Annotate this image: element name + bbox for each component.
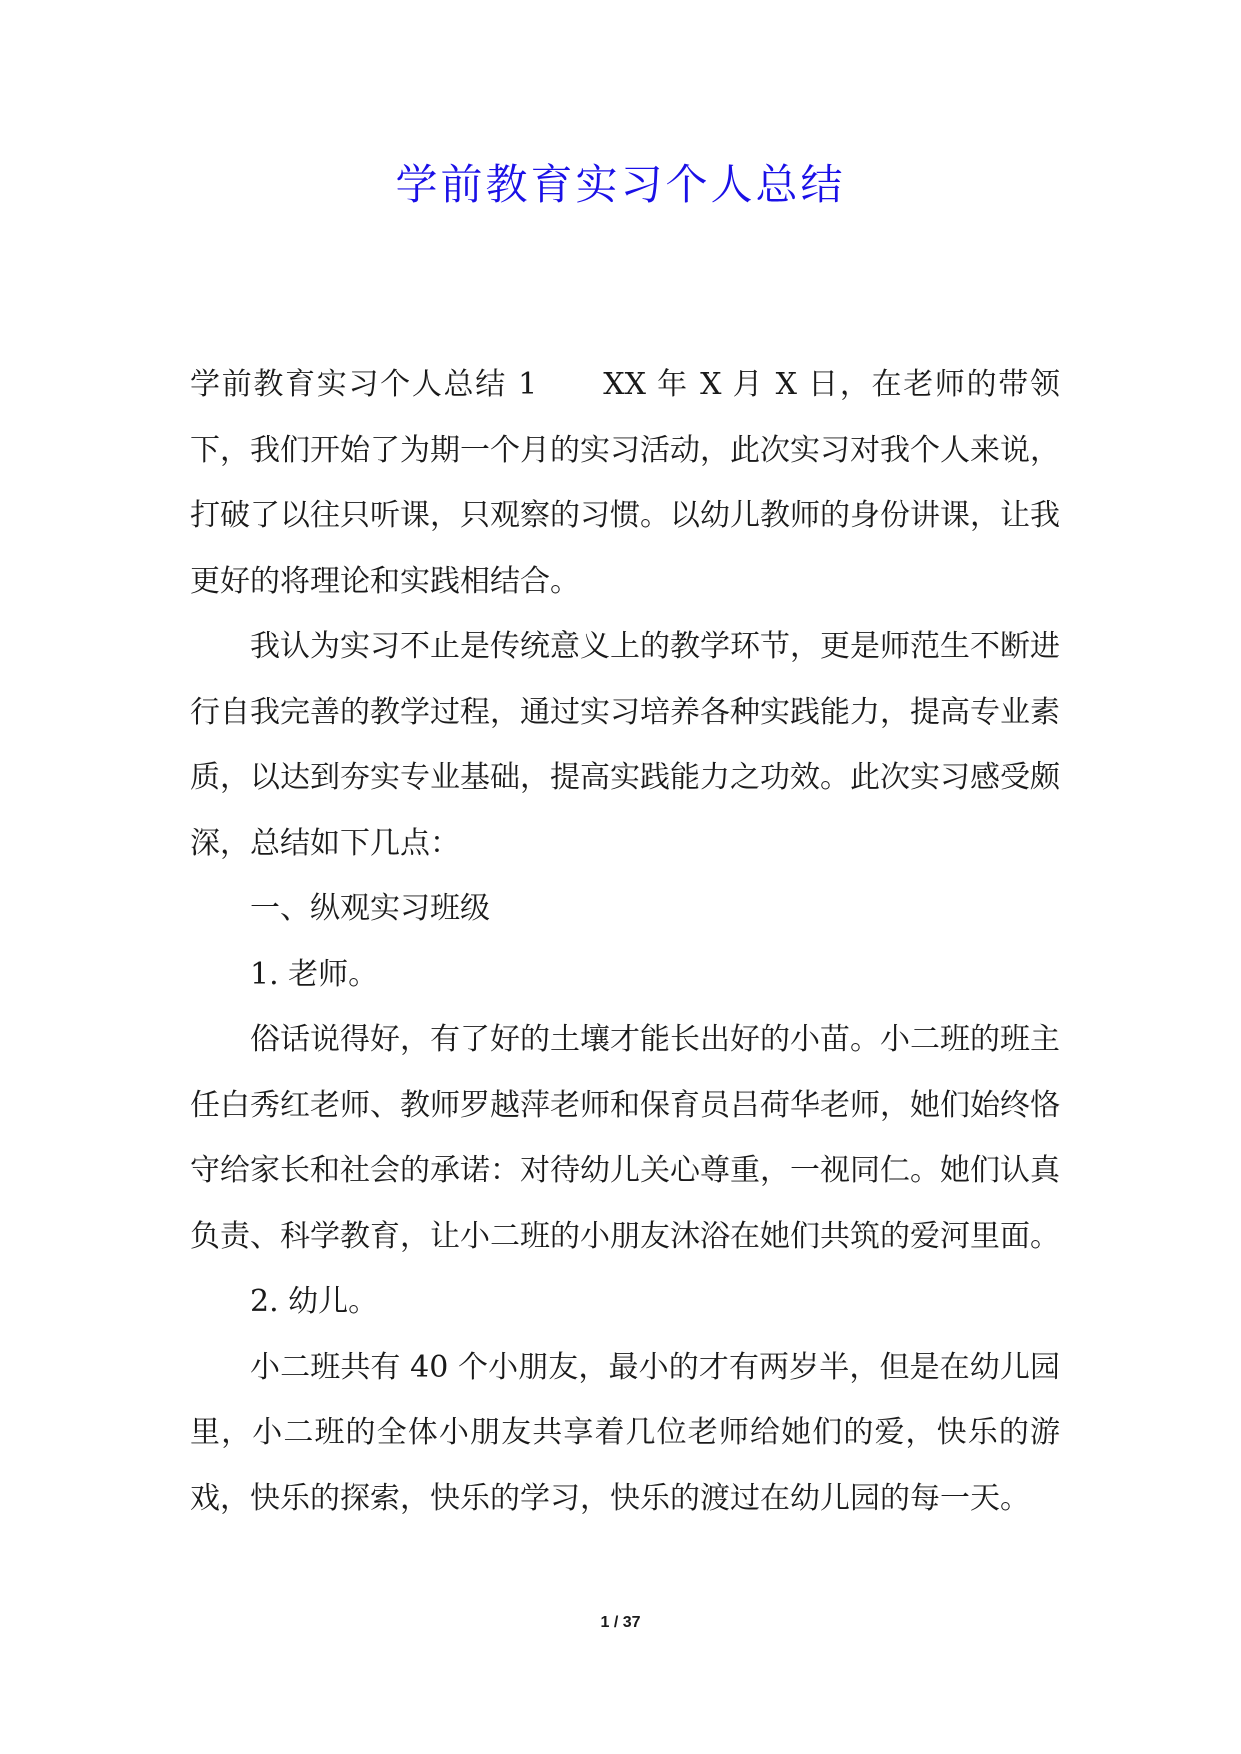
section-heading-1: 一、纵观实习班级 bbox=[250, 891, 490, 926]
paragraph-1-text: XX 年 X 月 X 日，在老师的带领下，我们开始了为期一个月的实习活动，此次实习对我个人来说，打破了以往只听课，只观察的习惯。以幼儿教师的身份讲课，让我更好的将理论和实践相结合。 bbox=[190, 367, 1060, 599]
page-number: 1 / 37 bbox=[600, 1614, 641, 1631]
paragraph-children: 小二班共有 40 个小朋友，最小的才有两岁半，但是在幼儿园里，小二班的全体小朋友共享着几位老师给她们的爱，快乐的游戏，快乐的探索，快乐的学习，快乐的渡过在幼儿园的每一天。 bbox=[190, 1349, 1060, 1516]
paragraph-1 bbox=[190, 352, 1060, 614]
paragraph-2: 我认为实习不止是传统意义上的教学环节，更是师范生不断进行自我完善的教学过程，通过实习培养各种实践能力，提高专业素质，以达到夯实专业基础，提高实践能力之功效。此次实习感受颇深，总结如下几点： bbox=[190, 629, 1060, 861]
document-title: 学前教育实习个人总结 bbox=[395, 160, 846, 209]
paragraph-1-lead: 学前教育实习个人总结 1 bbox=[190, 367, 538, 402]
subheading-children: 2. 幼儿。 bbox=[250, 1284, 379, 1319]
subheading-teachers: 1. 老师。 bbox=[250, 956, 379, 992]
paragraph-teachers: 俗话说得好，有了好的土壤才能长出好的小苗。小二班的班主任白秀红老师、教师罗越萍老师和保育员吕荷华老师，她们始终恪守给家长和社会的承诺：对待幼儿关心尊重，一视同仁。她们认真负责、科学教育，让小二班的小朋友沐浴在她们共筑的爱河里面。 bbox=[190, 1022, 1060, 1254]
document-body bbox=[190, 352, 1060, 1531]
